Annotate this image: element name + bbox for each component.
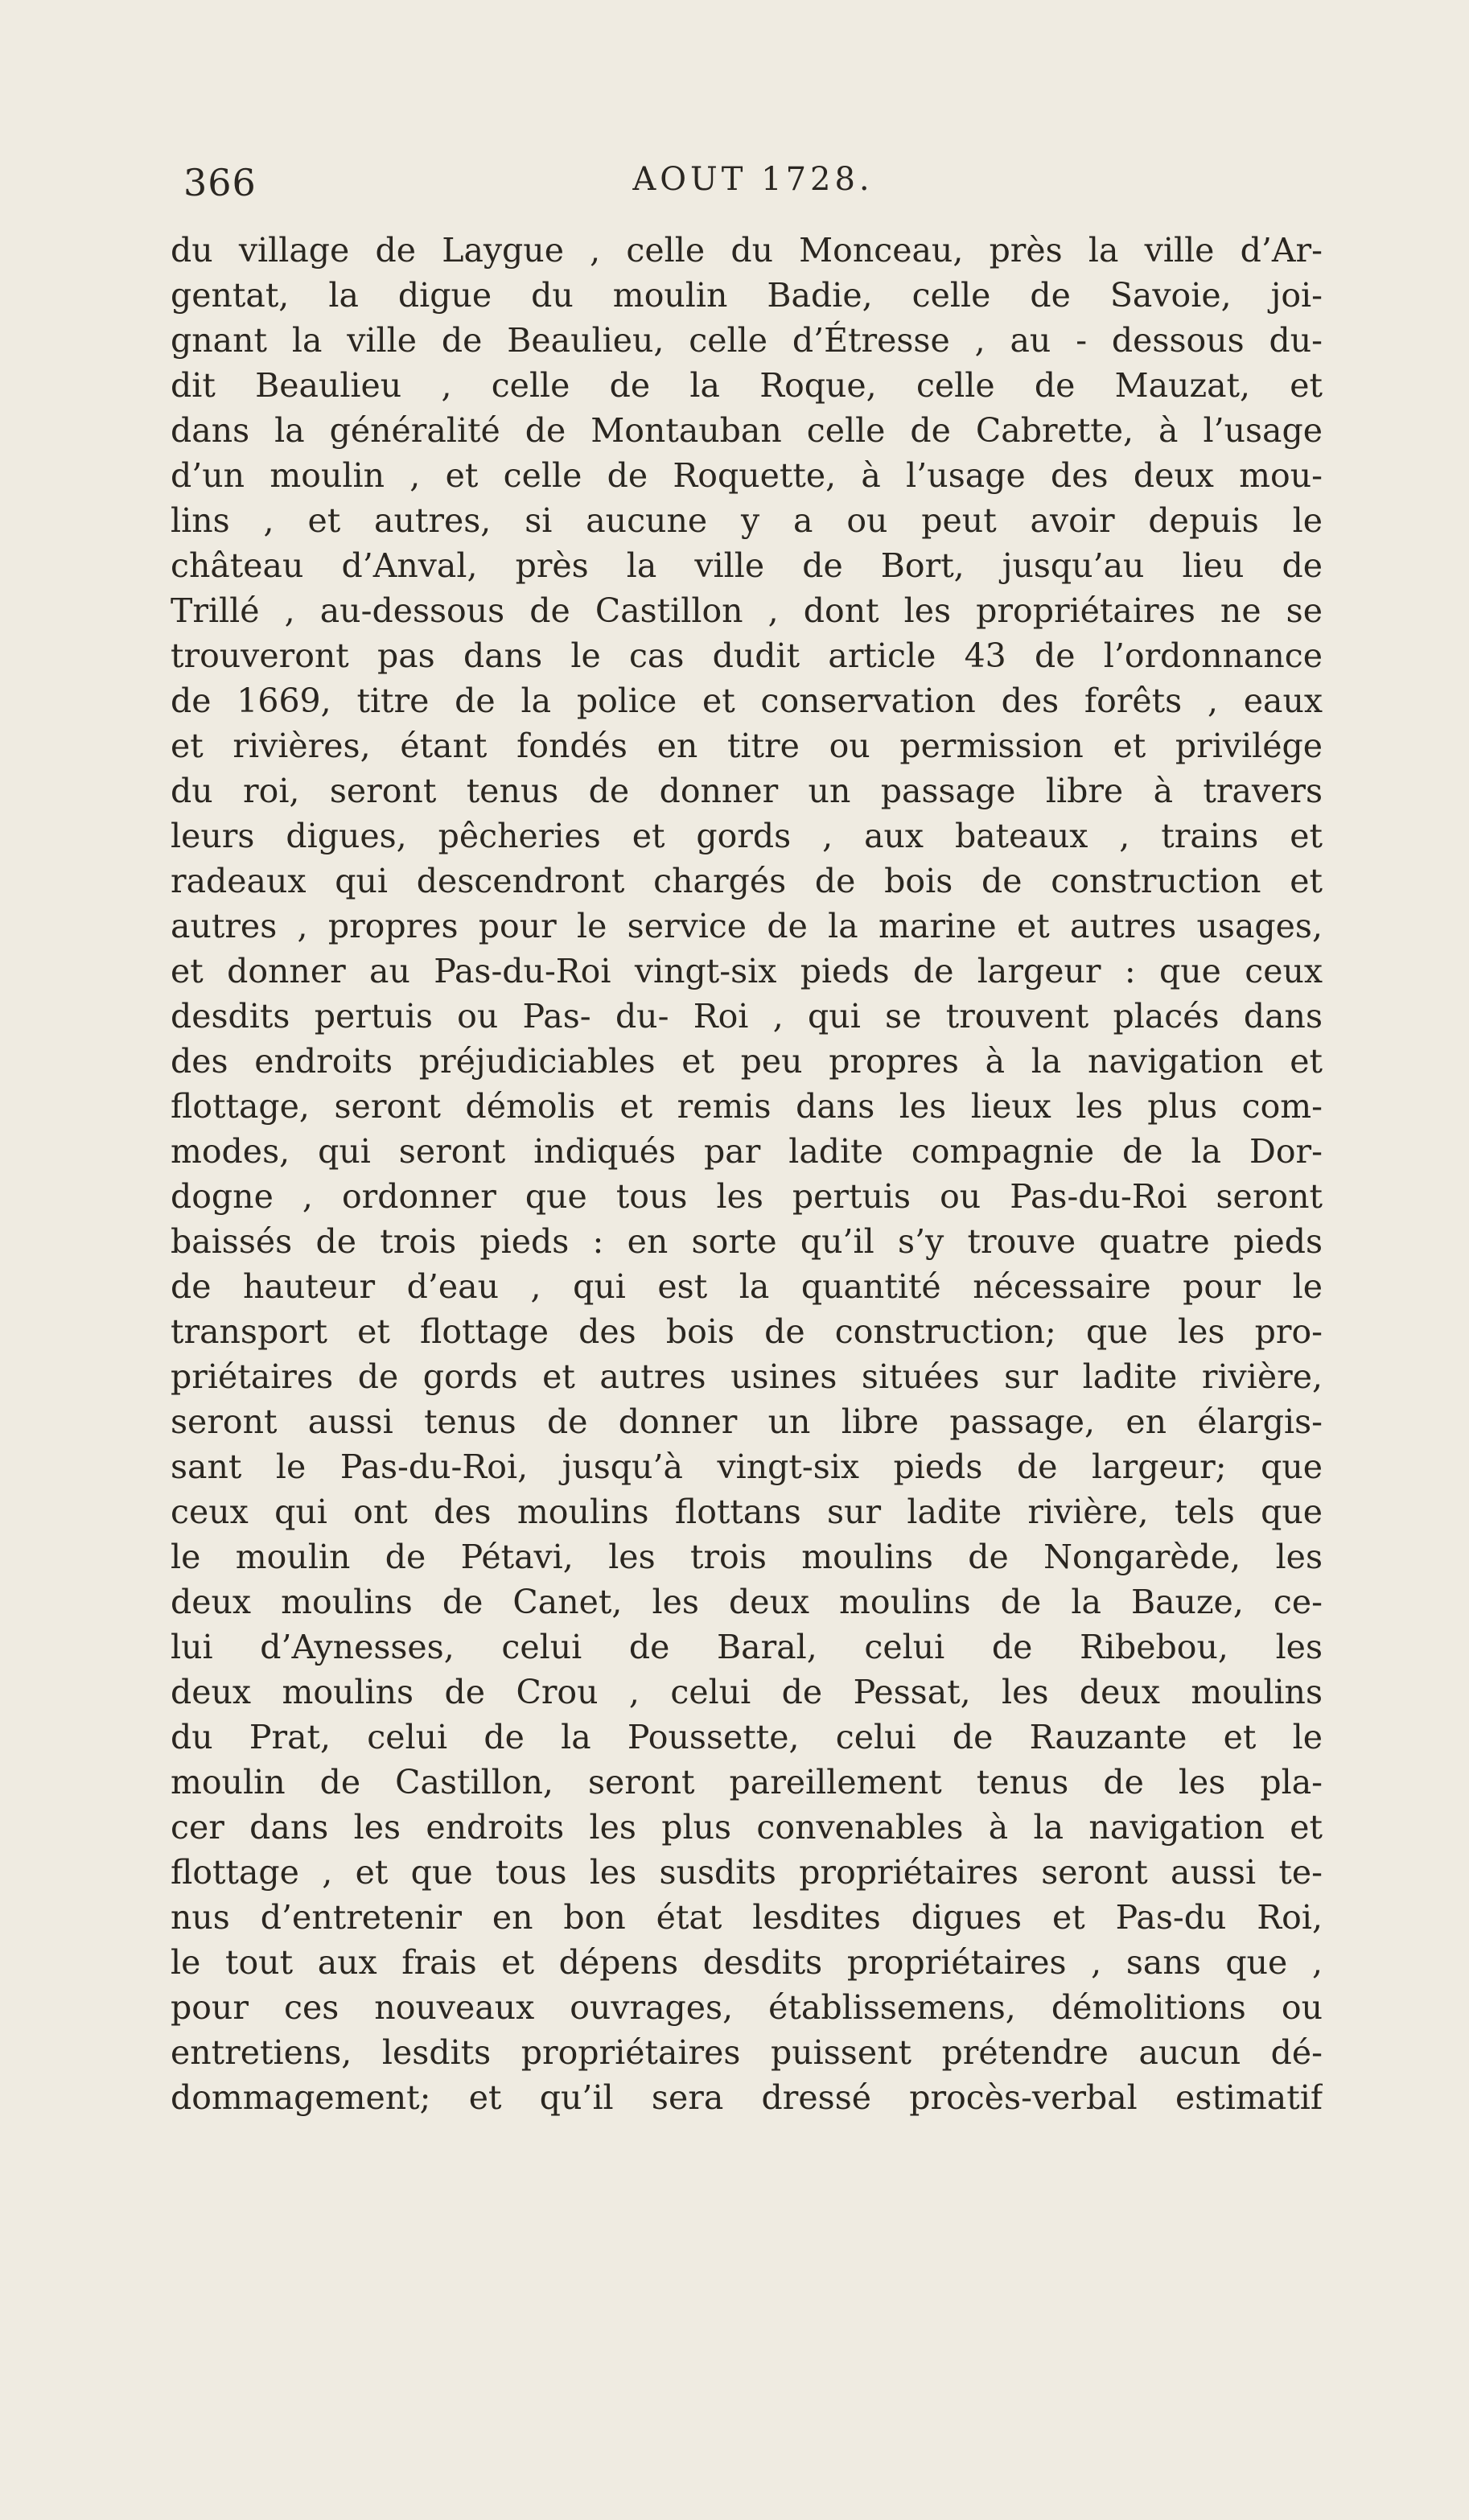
text-line: cer dans les endroits les plus convenables à la navigation et	[171, 1808, 1323, 1847]
text-line: priétaires de gords et autres usines situées sur ladite rivière,	[171, 1357, 1323, 1396]
text-line: dommagement; et qu’il sera dressé procès-verbal estimatif	[171, 2078, 1323, 2117]
text-line: des endroits préjudiciables et peu propres à la navigation et	[171, 1042, 1323, 1081]
text-line: radeaux qui descendront chargés de bois de construction et	[171, 862, 1323, 900]
text-line: château d’Anval, près la ville de Bort, jusqu’au lieu de	[171, 546, 1323, 585]
text-line: gentat, la digue du moulin Badie, celle de Savoie, joi-	[171, 276, 1323, 315]
text-line: entretiens, lesdits propriétaires puissent prétendre aucun dé-	[171, 2033, 1323, 2072]
text-line: flottage, seront démolis et remis dans les lieux les plus com-	[171, 1087, 1323, 1126]
text-line: autres , propres pour le service de la marine et autres usages,	[171, 907, 1323, 945]
text-line: transport et flottage des bois de construction; que les pro-	[171, 1312, 1323, 1351]
text-line: leurs digues, pêcheries et gords , aux bateaux , trains et	[171, 817, 1323, 855]
text-line: le moulin de Pétavi, les trois moulins de Nongarède, les	[171, 1538, 1323, 1576]
text-line: baissés de trois pieds : en sorte qu’il s’y trouve quatre pieds	[171, 1222, 1323, 1261]
text-line: trouveront pas dans le cas dudit article 43 de l’ordonnance	[171, 636, 1323, 675]
text-line: ceux qui ont des moulins flottans sur ladite rivière, tels que	[171, 1493, 1323, 1531]
text-line: de hauteur d’eau , qui est la quantité nécessaire pour le	[171, 1267, 1323, 1306]
text-line: d’un moulin , et celle de Roquette, à l’usage des deux mou-	[171, 456, 1323, 495]
text-line: deux moulins de Canet, les deux moulins de la Bauze, ce-	[171, 1583, 1323, 1621]
text-line: et rivières, étant fondés en titre ou permission et privilége	[171, 727, 1323, 765]
text-line: le tout aux frais et dépens desdits propriétaires , sans que ,	[171, 1943, 1323, 1982]
text-line: flottage , et que tous les susdits propriétaires seront aussi te-	[171, 1853, 1323, 1892]
text-line: dogne , ordonner que tous les pertuis ou Pas-du-Roi seront	[171, 1177, 1323, 1216]
text-line: lins , et autres, si aucune y a ou peut avoir depuis le	[171, 501, 1323, 540]
running-title: AOUT 1728.	[632, 161, 874, 198]
page-number: 366	[183, 161, 257, 204]
text-line: et donner au Pas-du-Roi vingt-six pieds de largeur : que ceux	[171, 952, 1323, 990]
text-line: sant le Pas-du-Roi, jusqu’à vingt-six pieds de largeur; que	[171, 1447, 1323, 1486]
text-line: nus d’entretenir en bon état lesdites digues et Pas-du Roi,	[171, 1898, 1323, 1937]
text-line: desdits pertuis ou Pas- du- Roi , qui se trouvent placés dans	[171, 997, 1323, 1036]
text-line: du roi, seront tenus de donner un passage libre à travers	[171, 772, 1323, 810]
text-line: gnant la ville de Beaulieu, celle d’Étresse , au - dessous du-	[171, 321, 1323, 360]
running-head	[183, 161, 1323, 209]
text-line: modes, qui seront indiqués par ladite compagnie de la Dor-	[171, 1132, 1323, 1171]
text-line: dit Beaulieu , celle de la Roque, celle de Mauzat, et	[171, 366, 1323, 405]
text-line: du village de Laygue , celle du Monceau, près la ville d’Ar-	[171, 231, 1323, 270]
text-line: dans la généralité de Montauban celle de Cabrette, à l’usage	[171, 411, 1323, 450]
text-line: Trillé , au-dessous de Castillon , dont les propriétaires ne se	[171, 591, 1323, 630]
text-line: deux moulins de Crou , celui de Pessat, les deux moulins	[171, 1673, 1323, 1711]
text-line: du Prat, celui de la Poussette, celui de Rauzante et le	[171, 1718, 1323, 1756]
text-line: lui d’Aynesses, celui de Baral, celui de Ribebou, les	[171, 1628, 1323, 1666]
text-line: de 1669, titre de la police et conservation des forêts , eaux	[171, 681, 1323, 720]
text-line: moulin de Castillon, seront pareillement tenus de les pla-	[171, 1763, 1323, 1801]
body-text	[171, 228, 1323, 2120]
text-line: pour ces nouveaux ouvrages, établissemens, démolitions ou	[171, 1988, 1323, 2027]
text-line: seront aussi tenus de donner un libre passage, en élargis-	[171, 1402, 1323, 1441]
